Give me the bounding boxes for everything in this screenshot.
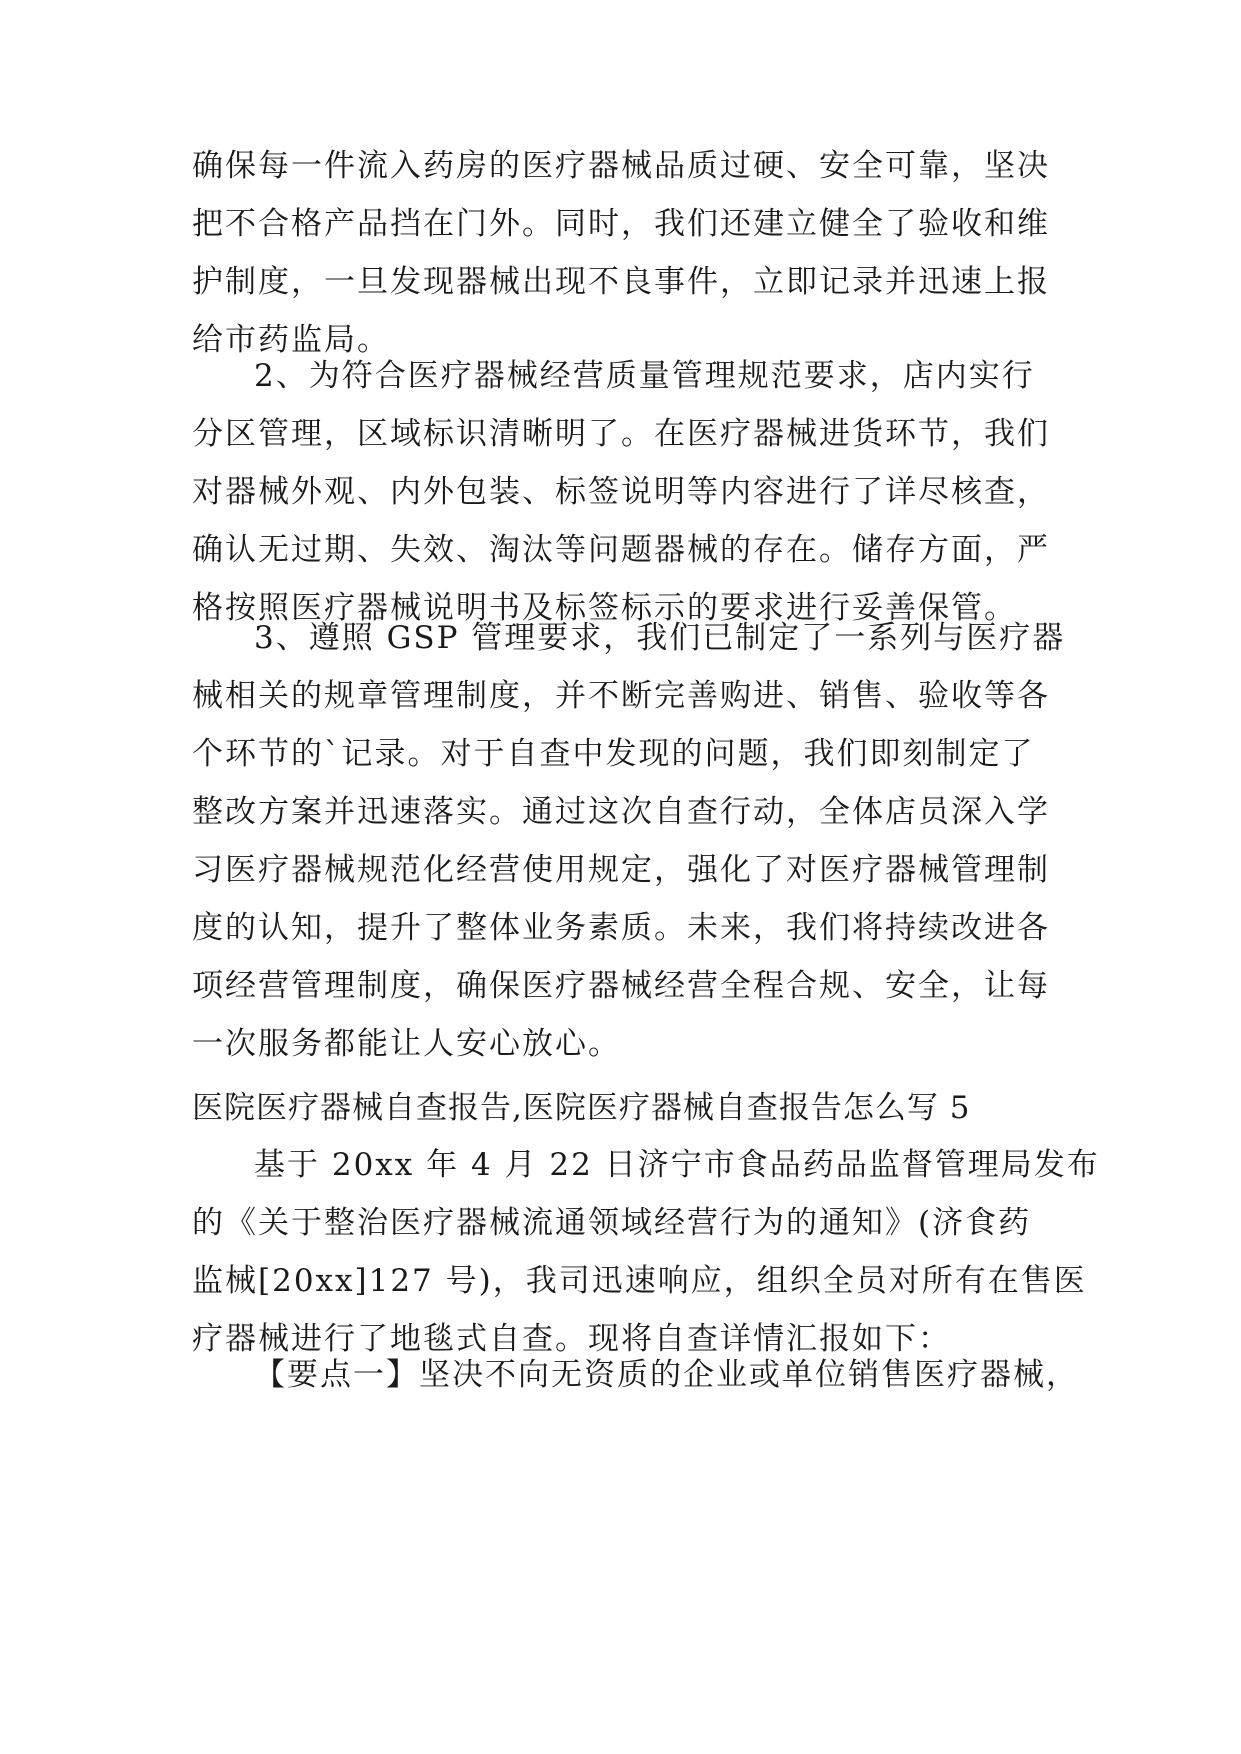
- text-line: 一次服务都能让人安心放心。: [192, 1026, 621, 1062]
- text-line: 习医疗器械规范化经营使用规定，强化了对医疗器械管理制: [192, 852, 1050, 888]
- text-line: 【要点一】坚决不向无资质的企业或单位销售医疗器械，: [254, 1357, 1079, 1393]
- text-line: 确保每一件流入药房的医疗器械品质过硬、安全可靠，坚决: [192, 148, 1050, 184]
- text-line: 个环节的`记录。对于自查中发现的问题，我们即刻制定了: [192, 736, 1035, 772]
- text-line: 护制度，一旦发现器械出现不良事件，立即记录并迅速上报: [192, 264, 1050, 300]
- text-line: 2、为符合医疗器械经营质量管理规范要求，店内实行: [254, 358, 1035, 394]
- text-line: 格按照医疗器械说明书及标签标示的要求进行妥善保管。: [192, 590, 1017, 626]
- text-line: 分区管理，区域标识清晰明了。在医疗器械进货环节，我们: [192, 416, 1050, 452]
- text-line: 给市药监局。: [192, 322, 390, 358]
- paragraph-continuation: [192, 137, 1052, 369]
- section-heading: 医院医疗器械自查报告,医院医疗器械自查报告怎么写 5: [192, 1090, 971, 1126]
- text-line: 确认无过期、失效、淘汰等问题器械的存在。储存方面，严: [192, 532, 1050, 568]
- paragraph-intro: [192, 1136, 1100, 1368]
- text-line: 整改方案并迅速落实。通过这次自查行动，全体店员深入学: [192, 794, 1050, 830]
- text-line: 对器械外观、内外包装、标签说明等内容进行了详尽核查，: [192, 474, 1050, 510]
- text-line: 监械[20xx]127 号)，我司迅速响应，组织全员对所有在售医: [192, 1263, 1087, 1299]
- text-line: 的《关于整治医疗器械流通领域经营行为的通知》(济食药: [192, 1205, 1032, 1241]
- paragraph-point-1: [192, 1346, 1079, 1404]
- text-line: 度的认知，提升了整体业务素质。未来，我们将持续改进各: [192, 910, 1050, 946]
- text-line: 疗器械进行了地毯式自查。现将自查详情汇报如下：: [192, 1321, 951, 1357]
- text-line: 3、遵照 GSP 管理要求，我们已制定了一系列与医疗器: [254, 620, 1066, 656]
- section-heading-block: [192, 1079, 1052, 1137]
- paragraph-item-3: [192, 609, 1066, 1073]
- text-line: 把不合格产品挡在门外。同时，我们还建立健全了验收和维: [192, 206, 1050, 242]
- text-line: 械相关的规章管理制度，并不断完善购进、销售、验收等各: [192, 678, 1050, 714]
- text-line: 项经营管理制度，确保医疗器械经营全程合规、安全，让每: [192, 968, 1050, 1004]
- text-line: 基于 20xx 年 4 月 22 日济宁市食品药品监督管理局发布: [254, 1147, 1100, 1183]
- paragraph-item-2: [192, 347, 1052, 637]
